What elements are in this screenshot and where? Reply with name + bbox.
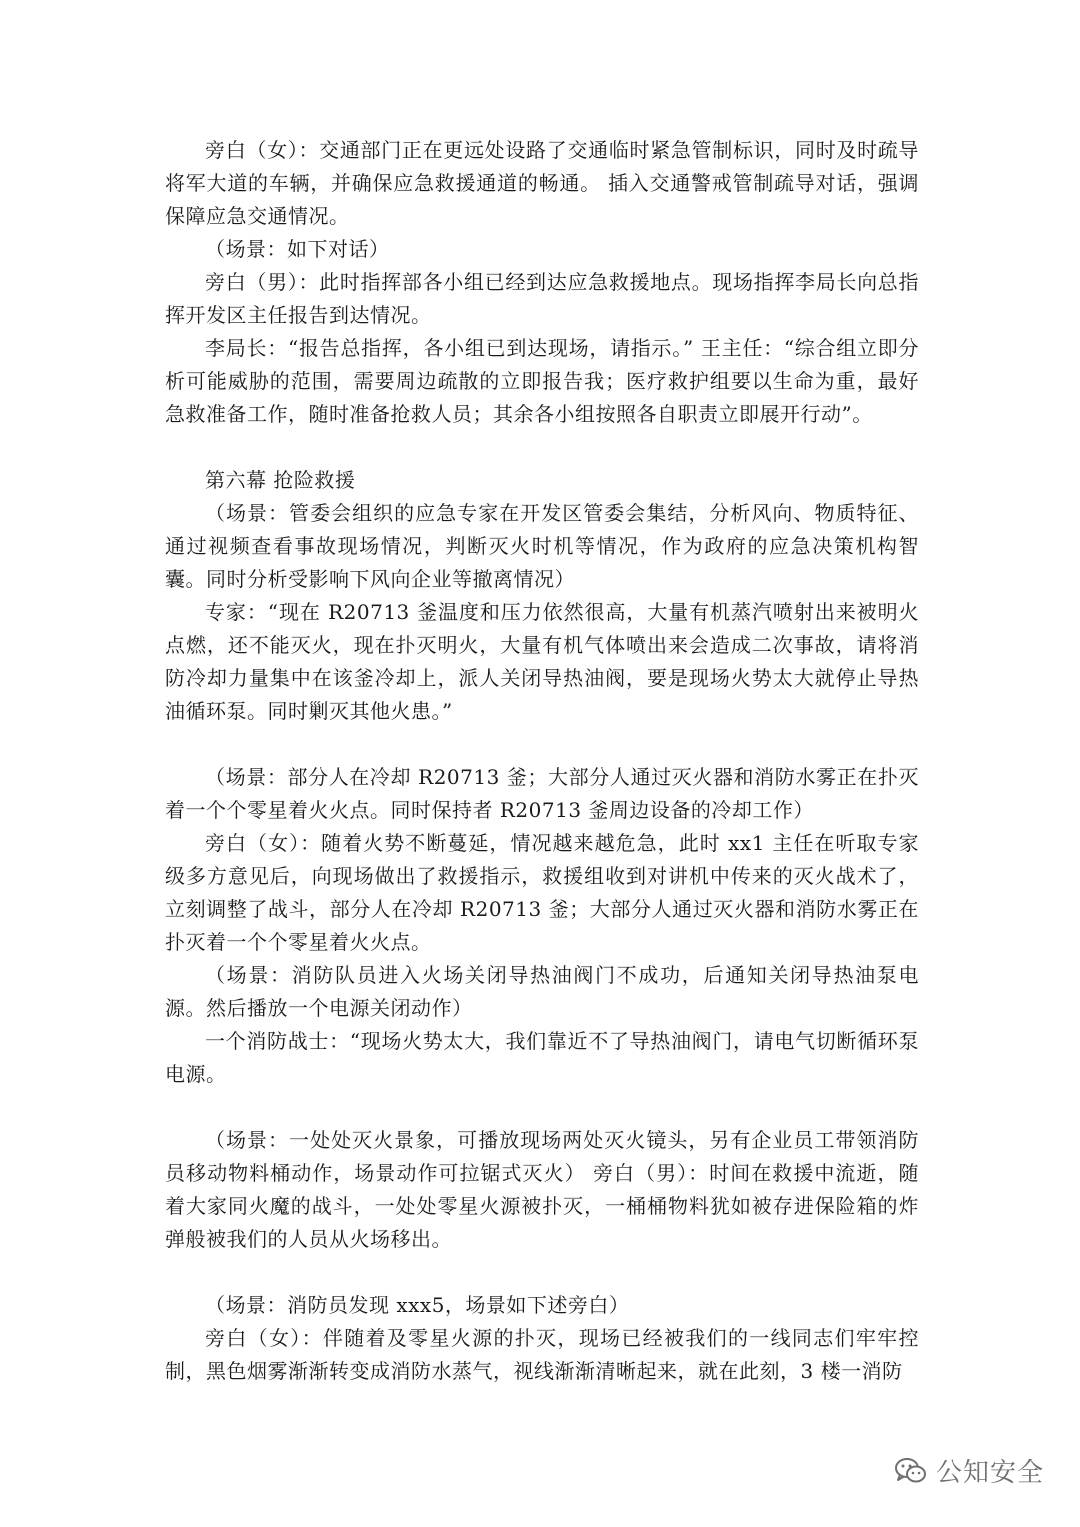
paragraph-scene-dialogue: （场景：如下对话）	[205, 237, 390, 261]
paragraph-scene-extinguishing: （场景：一处处灭火景象，可播放现场两处灭火镜头，另有企业员工带领消防员移动物料桶动作，场景动作可拉锯式灭火） 旁白（男）：时间在救援中流逝，随着大家同火魔的战斗，一处处零星火源被扑灭，一桶桶物料犹如被存进保险箱的炸弹般被我们的人员从火场移出。	[165, 1128, 919, 1251]
paragraph-firefighter-speech: 一个消防战士：“现场火势太大，我们靠近不了导热油阀门，请电气切断循环泵电源。	[165, 1029, 919, 1086]
paragraph-scene-experts: （场景：管委会组织的应急专家在开发区管委会集结，分析风向、物质特征、通过视频查看事故现场情况，判断灭火时机等情况，作为政府的应急决策机构智囊。同时分析受影响下风向企业等撤离情况）	[165, 501, 919, 591]
paragraph-scene-cooling: （场景：部分人在冷却 R20713 釜；大部分人通过灭火器和消防水雾正在扑灭着一个个零星着火火点。同时保持者 R20713 釜周边设备的冷却工作）	[165, 765, 919, 822]
paragraph-expert-speech: 专家：“现在 R20713 釜温度和压力依然很高，大量有机蒸汽喷射出来被明火点燃，还不能灭火，现在扑灭明火，大量有机气体喷出来会造成二次事故，请将消防冷却力量集中在该釜冷却上，派人关闭导热油阀，要是现场火势太大就停止导热油循环泵。同时剿灭其他火患。”	[165, 600, 919, 723]
document-body	[165, 134, 919, 1388]
paragraph-narrator-escalation: 旁白（女）：随着火势不断蔓延，情况越来越危急，此时 xx1 主任在听取专家级多方意见后，向现场做出了救援指示，救援组收到对讲机中传来的灭火战术了，立刻调整了战斗，部分人在冷却 R20713 釜；大部分人通过灭火器和消防水雾正在扑灭着一个个零星着火火点。	[165, 831, 919, 954]
watermark-text: 公知安全	[935, 1458, 1044, 1488]
paragraph-scene-discovery: （场景：消防员发现 xxx5，场景如下述旁白）	[205, 1293, 630, 1317]
paragraph-scene-valve: （场景：消防队员进入火场关闭导热油阀门不成功，后通知关闭导热油泵电源。然后播放一个电源关闭动作）	[165, 963, 919, 1020]
wechat-icon	[894, 1456, 928, 1486]
paragraph-director-report: 李局长：“报告总指挥，各小组已到达现场，请指示。” 王主任：“综合组立即分析可能威胁的范围，需要周边疏散的立即报告我；医疗救护组要以生命为重，最好急救准备工作，随时准备抢救人员；其余各小组按照各自职责立即展开行动”。	[165, 336, 919, 426]
paragraph-narrator-control: 旁白（女）：伴随着及零星火源的扑灭，现场已经被我们的一线同志们牢牢控制，黑色烟雾渐渐转变成消防水蒸气，视线渐渐清晰起来，就在此刻，3 楼一消防	[165, 1326, 919, 1383]
act-heading: 第六幕 抢险救援	[205, 468, 356, 492]
paragraph-narrator-arrival: 旁白（男）：此时指挥部各小组已经到达应急救援地点。现场指挥李局长向总指挥开发区主任报告到达情况。	[165, 270, 919, 327]
paragraph-traffic-control: 旁白（女）：交通部门正在更远处设路了交通临时紧急管制标识，同时及时疏导将军大道的车辆，并确保应急救援通道的畅通。 插入交通警戒管制疏导对话，强调保障应急交通情况。	[165, 138, 919, 228]
watermark	[894, 1452, 1044, 1489]
